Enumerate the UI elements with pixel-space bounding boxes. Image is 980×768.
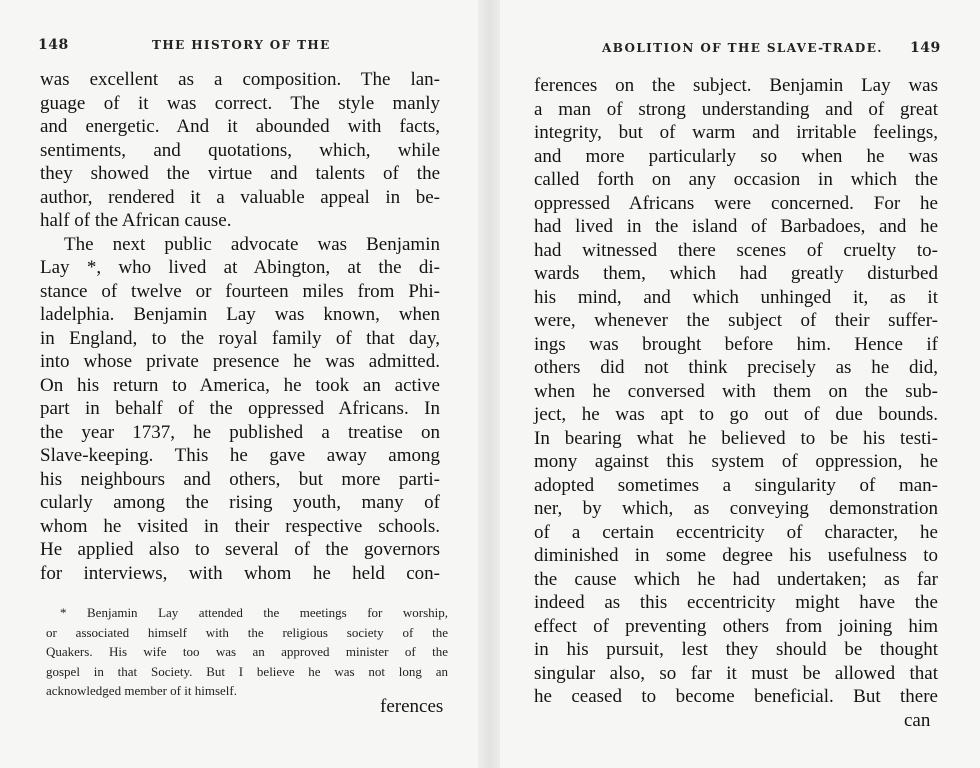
text-line: the cause which he had undertaken; as far: [534, 568, 938, 590]
text-line: He applied also to several of the governors: [40, 539, 440, 560]
text-line: his neighbours and others, but more parti-: [40, 468, 440, 490]
text-line: ladelphia. Benjamin Lay was known, when: [40, 304, 440, 325]
text-line: singular also, so far it must be allowed that: [534, 662, 938, 684]
text-line: he ceased to become beneficial. But there: [534, 686, 938, 707]
text-line: mony against this system of oppression, he: [534, 451, 938, 472]
text-line: oppressed Africans were concerned. For he: [534, 192, 938, 214]
right-page-body: [534, 74, 938, 709]
text-line: into whose private presence he was admitted.: [40, 351, 440, 372]
text-line: and more particularly so when he was: [534, 145, 938, 167]
text-line: The next public advocate was Benjamin: [64, 233, 440, 255]
text-line: was excellent as a composition. The lan-: [40, 69, 440, 90]
text-line: were, whenever the subject of their suffer-: [534, 310, 938, 331]
text-line: On his return to America, he took an active: [40, 374, 440, 396]
text-line: acknowledged member of it himself.: [46, 683, 237, 698]
text-line: or associated himself with the religious society of the: [46, 624, 448, 640]
text-line: Slave-keeping. This he gave away among: [40, 445, 440, 466]
text-line: and energetic. And it abounded with facts,: [40, 116, 440, 137]
text-line: ings was brought before him. Hence if: [534, 333, 938, 355]
text-line: of a certain eccentricity of character, he: [534, 521, 938, 543]
text-line: half of the African cause.: [40, 210, 232, 231]
text-line: in England, to the royal family of that day,: [40, 327, 440, 349]
text-line: gospel in that Society. But I believe he was not long an: [46, 663, 448, 679]
footnote: [46, 603, 448, 701]
text-line: Quakers. His wife too was an approved minister of the: [46, 644, 448, 659]
text-line: part in behalf of the oppressed Africans. In: [40, 398, 440, 419]
left-page-body: [40, 68, 440, 585]
right-running-head: ABOLITION OF THE SLAVE-TRADE.: [602, 41, 883, 55]
text-line: wards them, which had greatly disturbed: [534, 263, 938, 284]
text-line: integrity, but of warm and irritable feelings,: [534, 122, 938, 143]
text-line: Lay *, who lived at Abington, at the di-: [40, 257, 440, 278]
left-page-number: 148: [38, 37, 69, 53]
text-line: ject, he was apt to go out of due bounds.: [534, 404, 938, 425]
text-line: adopted sometimes a singularity of man-: [534, 474, 938, 496]
text-line: sentiments, and quotations, which, while: [40, 139, 440, 161]
text-line: ner, by which, as conveying demonstration: [534, 498, 938, 519]
text-line: indeed as this eccentricity might have the: [534, 592, 938, 613]
text-line: in his pursuit, lest they should be thought: [534, 639, 938, 660]
text-line: effect of preventing others from joining him: [534, 615, 938, 637]
text-line: In bearing what he believed to be his testi-: [534, 427, 938, 449]
book-gutter: [478, 0, 502, 768]
text-line: author, rendered it a valuable appeal in be-: [40, 186, 440, 208]
text-line: for interviews, with whom he held con-: [40, 562, 440, 584]
left-running-head: THE HISTORY OF THE: [152, 38, 331, 52]
text-line: when he conversed with them on the sub-: [534, 380, 938, 402]
text-line: had witnessed there scenes of cruelty to-: [534, 239, 938, 261]
text-line: the year 1737, he published a treatise on: [40, 421, 440, 443]
text-line: called forth on any occasion in which the: [534, 169, 938, 190]
text-line: whom he visited in their respective schools.: [40, 515, 440, 537]
text-line: others did not think precisely as he did,: [534, 357, 938, 378]
text-line: stance of twelve or fourteen miles from Phi-: [40, 280, 440, 302]
text-line: guage of it was correct. The style manly: [40, 92, 440, 114]
text-line: diminished in some degree his usefulness to: [534, 545, 938, 566]
left-catchword: ferences: [380, 696, 444, 717]
right-catchword: can: [904, 710, 931, 731]
text-line: cularly among the rising youth, many of: [40, 492, 440, 513]
text-line: ferences on the subject. Benjamin Lay was: [534, 75, 938, 96]
text-line: they showed the virtue and talents of the: [40, 163, 440, 184]
right-page-number: 149: [910, 40, 941, 56]
text-line: a man of strong understanding and of great: [534, 98, 938, 120]
text-line: * Benjamin Lay attended the meetings for worship,: [60, 605, 448, 620]
text-line: his mind, and which unhinged it, as it: [534, 286, 938, 308]
text-line: had lived in the island of Barbadoes, and he: [534, 216, 938, 237]
